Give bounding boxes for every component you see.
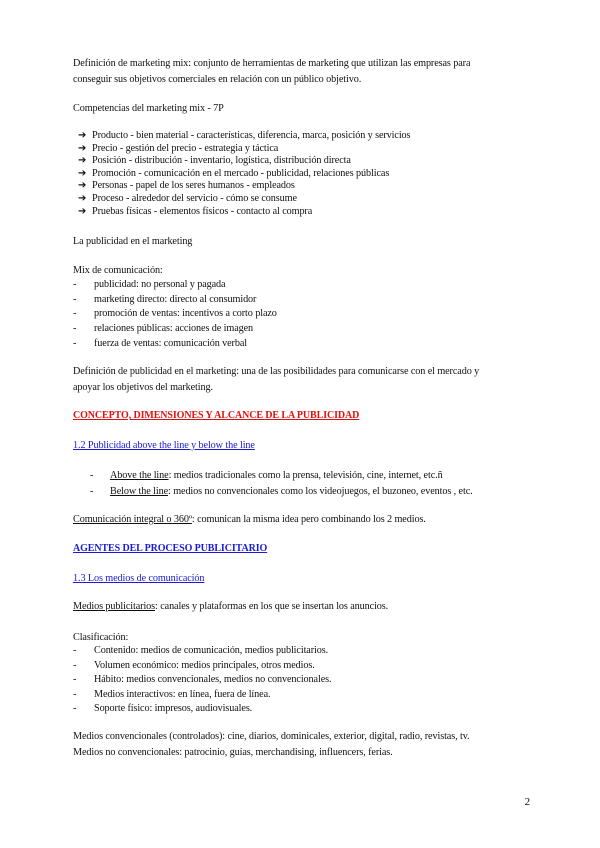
dash-bullet: - bbox=[73, 703, 77, 714]
publicidad-definition bbox=[73, 364, 533, 395]
section-heading-agentes: AGENTES DEL PROCESO PUBLICITARIO bbox=[73, 543, 268, 554]
arrow-right-icon: ➔ bbox=[78, 155, 87, 167]
subheading-publicidad-line: 1.2 Publicidad above the line y below the line bbox=[73, 440, 255, 451]
list-item: ➔ Proceso - alrededor del servicio - cómo se consume bbox=[78, 192, 297, 204]
text-line: Medios convencionales (controlados): cine, diarios, dominicales, exterior, digital, radio, revistas, tv. bbox=[73, 731, 470, 742]
dash-bullet: - bbox=[73, 323, 77, 335]
dash-bullet: - bbox=[73, 688, 77, 700]
clasificacion-list bbox=[73, 644, 331, 717]
list-item: - Above the line: medios tradicionales como la prensa, televisión, cine, internet, etc.ñ bbox=[90, 468, 473, 484]
medios-convencionales bbox=[73, 729, 533, 760]
list-item: ➔ Pruebas físicas - elementos físicos - contacto al compra bbox=[78, 205, 313, 217]
list-item: - Soporte físico: impresos, audiovisuales. bbox=[73, 702, 331, 717]
list-item: - Volumen económico: medios principales, otros medios. bbox=[73, 659, 331, 674]
term: Medios publicitarios bbox=[73, 601, 156, 612]
arrow-right-icon: ➔ bbox=[78, 167, 87, 179]
list-item: - Hábito: medios convencionales, medios no convencionales. bbox=[73, 673, 331, 688]
arrow-right-icon: ➔ bbox=[78, 192, 87, 204]
list-item: ➔ Personas - papel de los seres humanos - empleados bbox=[78, 180, 295, 192]
dash-bullet: - bbox=[73, 279, 77, 290]
dash-bullet: - bbox=[90, 485, 94, 497]
list-item: ➔ Producto - bien material - características, diferencia, marca, posición y servicios bbox=[78, 130, 411, 141]
term: Comunicación integral o 360º bbox=[73, 514, 192, 525]
list-item: - fuerza de ventas: comunicación verbal bbox=[73, 337, 277, 352]
list-item: - marketing directo: directo al consumidor bbox=[73, 293, 277, 308]
term: Above the line bbox=[110, 470, 169, 481]
medios-publicitarios: Medios publicitarios: canales y plataformas en los que se insertan los anuncios. bbox=[73, 601, 389, 612]
line-types-list bbox=[90, 468, 473, 499]
text-line: apoyar los objetivos del marketing. bbox=[73, 381, 213, 393]
list-item: - Below the line: medios no convencionales como los videojuegos, el buzoneo, eventos , etc. bbox=[90, 484, 473, 500]
list-item: - Contenido: medios de comunicación, medios publicitarios. bbox=[73, 644, 331, 659]
marketing-mix-definition bbox=[73, 56, 533, 87]
dash-bullet: - bbox=[73, 337, 77, 349]
list-item: ➔ Posición - distribución - inventario, logística, distribución directa bbox=[78, 155, 351, 167]
text-line: conseguir sus objetivos comerciales en relación con un público objetivo. bbox=[73, 73, 362, 85]
mix-title: Mix de comunicación: bbox=[73, 265, 163, 276]
list-item: - Medios interactivos: en línea, fuera de línea. bbox=[73, 688, 331, 703]
mix-list bbox=[73, 278, 277, 351]
list-item: - relaciones públicas: acciones de imagen bbox=[73, 322, 277, 337]
dash-bullet: - bbox=[73, 308, 77, 320]
list-item: ➔ Precio - gestión del precio - estrategia y táctica bbox=[78, 142, 279, 154]
text-line: Definición de publicidad en el marketing: una de las posibilidades para comunicarse con el mercado y bbox=[73, 366, 480, 377]
text-line: Medios no convencionales: patrocinio, guías, merchandising, influencers, ferias. bbox=[73, 746, 393, 758]
subheading-medios: 1.3 Los medios de comunicación bbox=[73, 573, 205, 584]
list-item: - promoción de ventas: incentivos a corto plazo bbox=[73, 307, 277, 322]
section-heading-concepto: CONCEPTO, DIMENSIONES Y ALCANCE DE LA PUBLICIDAD bbox=[73, 410, 360, 421]
dash-bullet: - bbox=[73, 645, 77, 656]
text-line: Definición de marketing mix: conjunto de herramientas de marketing que utilizan las empresas para bbox=[73, 58, 471, 69]
dash-bullet: - bbox=[73, 293, 77, 305]
arrow-right-icon: ➔ bbox=[78, 130, 87, 141]
clasificacion-title: Clasificación: bbox=[73, 632, 129, 643]
arrow-right-icon: ➔ bbox=[78, 205, 87, 217]
dash-bullet: - bbox=[90, 470, 94, 481]
list-item: ➔ Promoción - comunicación en el mercado - publicidad, relaciones públicas bbox=[78, 167, 390, 179]
arrow-right-icon: ➔ bbox=[78, 180, 87, 192]
seven-p-list bbox=[78, 130, 410, 218]
list-item: - publicidad: no personal y pagada bbox=[73, 278, 277, 293]
page-number: 2 bbox=[524, 796, 530, 808]
publicidad-title: La publicidad en el marketing bbox=[73, 236, 193, 247]
comunicacion-integral: Comunicación integral o 360º: comunican la misma idea pero combinando los 2 medios. bbox=[73, 514, 426, 525]
competencias-title: Competencias del marketing mix - 7P bbox=[73, 103, 224, 114]
dash-bullet: - bbox=[73, 659, 77, 671]
dash-bullet: - bbox=[73, 674, 77, 685]
term: Below the line bbox=[110, 485, 169, 497]
arrow-right-icon: ➔ bbox=[78, 142, 87, 154]
